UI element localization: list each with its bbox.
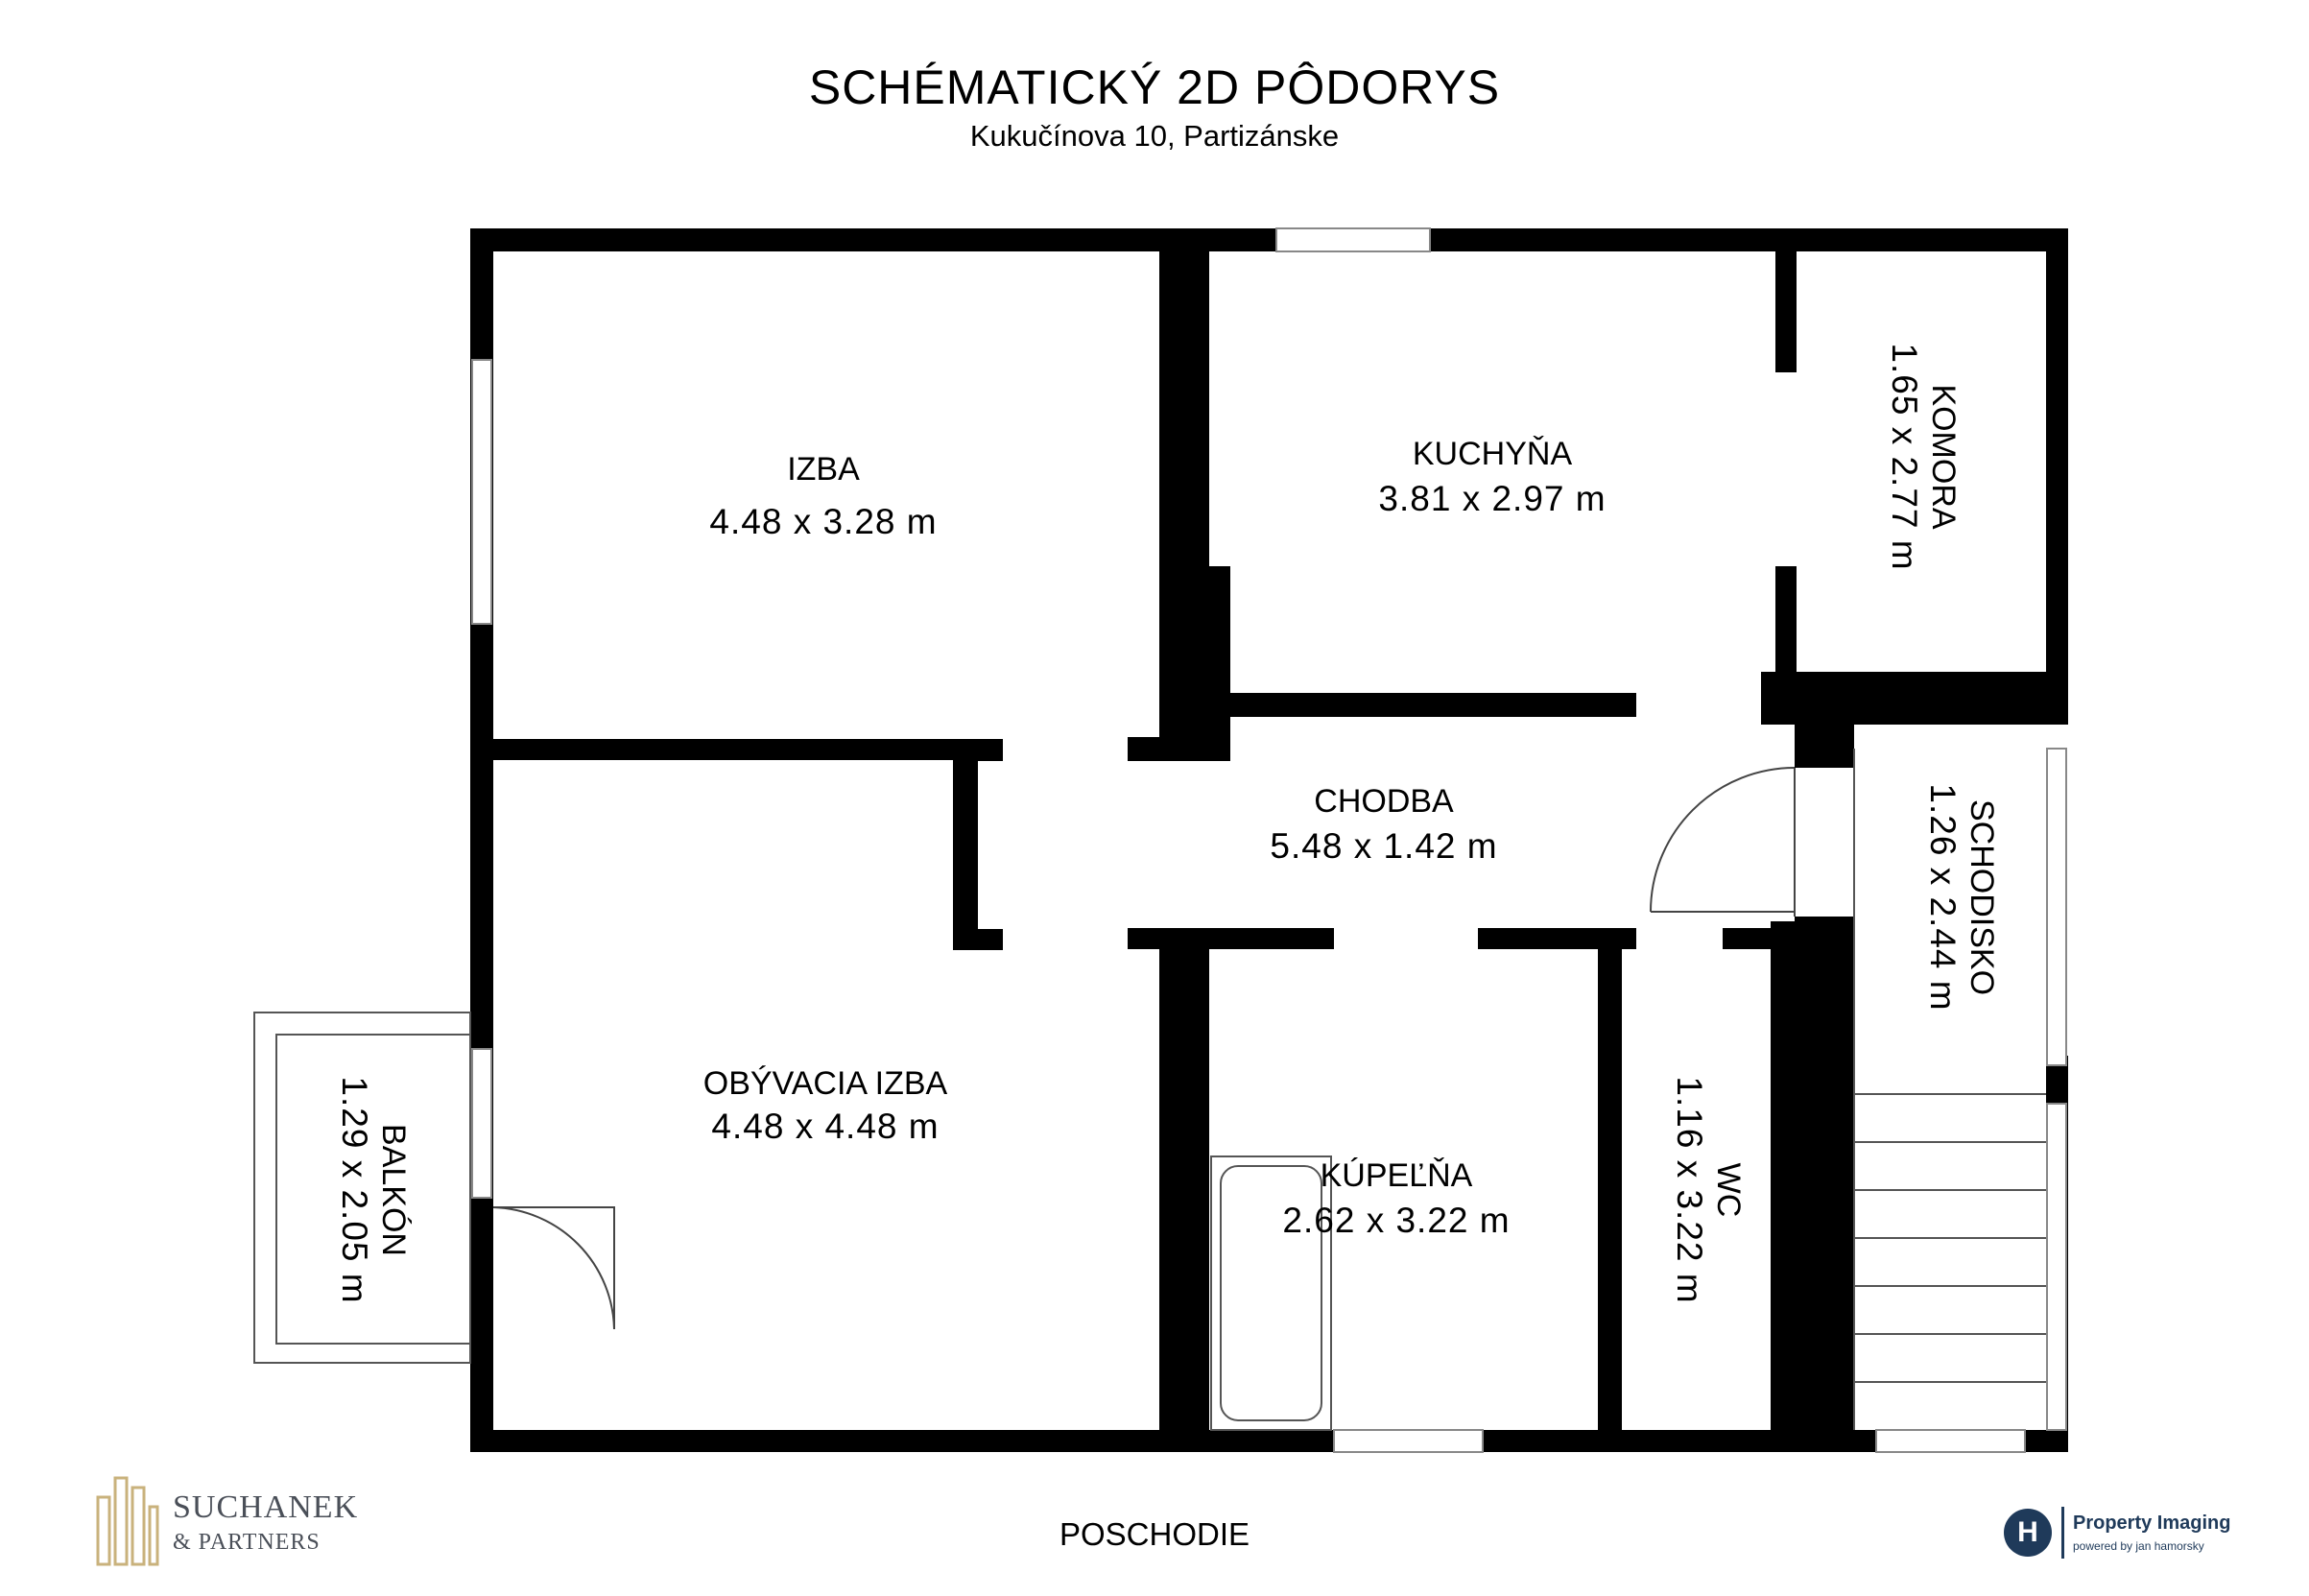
brand-left-name: SUCHANEK bbox=[173, 1489, 359, 1525]
room-chodba-name: CHODBA bbox=[1314, 783, 1454, 820]
room-wc-name: WC bbox=[1710, 1162, 1747, 1218]
room-obyvacia-name: OBÝVACIA IZBA bbox=[702, 1065, 948, 1102]
room-izba-dims: 4.48 x 3.28 m bbox=[709, 502, 938, 541]
brand-right-sub: powered by jan hamorsky bbox=[2073, 1539, 2204, 1553]
h-logo-icon: H bbox=[2004, 1509, 2052, 1557]
room-kupelna-dims: 2.62 x 3.22 m bbox=[1282, 1201, 1511, 1240]
brand-left-sub: & PARTNERS bbox=[173, 1530, 321, 1555]
property-imaging-logo bbox=[2004, 1505, 2292, 1572]
room-komora-dims: 1.65 x 2.77 m bbox=[1885, 343, 1924, 571]
room-schodisko-dims: 1.26 x 2.44 m bbox=[1923, 783, 1963, 1012]
room-balkon-dims: 1.29 x 2.05 m bbox=[335, 1076, 374, 1304]
brand-right-name: Property Imaging bbox=[2073, 1513, 2231, 1534]
logo-divider bbox=[2061, 1507, 2064, 1559]
room-komora-name: KOMORA bbox=[1925, 384, 1962, 530]
plan-title: SCHÉMATICKÝ 2D PÔDORYS bbox=[808, 60, 1501, 114]
room-kupelna-name: KÚPEĽŇA bbox=[1320, 1157, 1473, 1194]
suchanek-logo bbox=[94, 1468, 382, 1574]
floor-label: POSCHODIE bbox=[1059, 1516, 1250, 1552]
room-obyvacia-dims: 4.48 x 4.48 m bbox=[711, 1107, 940, 1146]
room-chodba-dims: 5.48 x 1.42 m bbox=[1270, 826, 1498, 866]
room-kuchyna-dims: 3.81 x 2.97 m bbox=[1378, 479, 1607, 518]
room-izba-name: IZBA bbox=[787, 451, 860, 488]
plan-address: Kukučínova 10, Partizánske bbox=[969, 119, 1340, 153]
room-balkon-name: BALKÓN bbox=[375, 1124, 412, 1256]
building-logo-icon bbox=[94, 1468, 161, 1574]
room-kuchyna-name: KUCHYŇA bbox=[1412, 436, 1573, 472]
bathtub bbox=[1211, 1156, 1331, 1430]
room-schodisko-name: SCHODISKO bbox=[1964, 798, 2000, 996]
room-wc-dims: 1.16 x 3.22 m bbox=[1670, 1076, 1709, 1304]
